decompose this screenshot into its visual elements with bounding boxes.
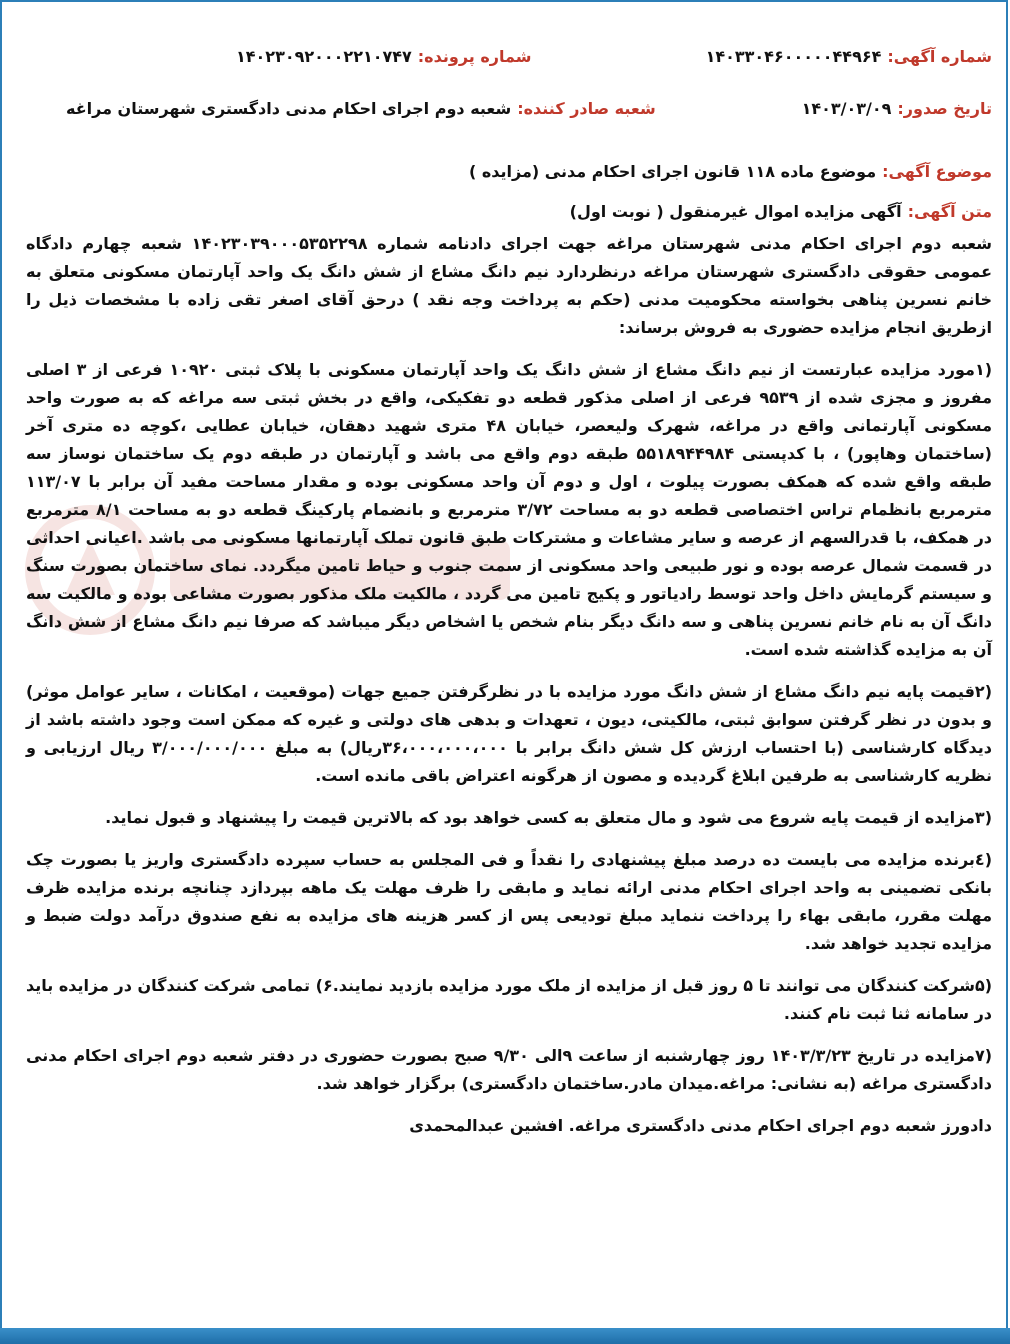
issue-date-label: تاریخ صدور: <box>897 98 992 118</box>
bottom-bar <box>0 1328 1010 1344</box>
paragraph-item-5-6: (۵شرکت کنندگان می توانند تا ۵ روز قبل از مزایده از ملک مورد مزایده بازدید نمایند.۶) تمامی شرکت کنندگان در مزایده باید در سامانه ثنا ثبت نام کنند. <box>26 976 993 1023</box>
paragraph-item-7: (۷مزایده در تاریخ ۱۴۰۳/۳/۲۳ روز چهارشنبه از ساعت ۹الی ۹/۳۰ صبح بصورت حضوری در دفتر شعبه دوم اجرای احکام مدنی دادگستری مراغه (به نشانی: مراغه.میدان مادر.ساختمان دادگستری) برگزار خواهد شد. <box>26 1046 993 1093</box>
case-number <box>236 47 531 66</box>
issuer-value: شعبه دوم اجرای احکام مدنی دادگستری شهرستان مراغه <box>66 98 512 118</box>
issue-date <box>802 99 992 118</box>
subject-label: موضوع آگهی: <box>882 161 992 181</box>
subject-row <box>26 154 992 188</box>
issuer-label: شعبه صادر کننده: <box>517 98 656 118</box>
paragraph-item-1: (۱مورد مزایده عبارتست از نیم دانگ مشاع از شش دانگ یک واحد آپارتمان مسکونی با پلاک ثبتی ۱۰۹۲۰ فرعی از ۳ اصلی مفروز و مجزی شده از ۹۵۳۹ فرعی از اصلی مذکور قطعه دو تفکیکی، واقع در بخش ثبتی سه مراغه که به صورت واحد مسکونی آپارتمانی واقع در مراغه، شهرک ولیعصر، خیابان ۴۸ متری شهید دهقان، خیابان عطایی ،کوچه ده متری آخر (ساختمان وهاپور) ، با کدپستی ۵۵۱۸۹۴۴۹۸۴ طبقه دوم واقع می باشد و آپارتمان در طبقه دوم یک ساختمان نوساز سه طبقه واقع شده که همکف بصورت پیلوت ، اول و دوم آن واحد مسکونی بوده و مقدار مساحت مفید آن برابر با ۱۱۳/۰۷ مترمربع بانظمام تراس اختصاصی قطعه دو به مساحت ۳/۷۲ مترمربع و بانضمام پارکینگ قطعه دو به مساحت ۸/۱ مترمربع در همکف، با قدرالسهم از عرصه و سایر مشاعات و مشترکات طبق قانون تملک آپارتمانها مسکونی می باشد .اعیانی احداثی در قسمت شمال عرصه بوده و نور طبیعی واحد مسکونی از سمت جنوب و حیاط تامین میگردد. نمای ساختمان بصورت سنگ و سیستم گرمایش داخل واحد توسط رادیاتور و پکیج تامین می گردد ، مالکیت ملک مذکور بصورت مشاعی بوده و مالکیت سه دانگ آن به نام خانم نسرین پناهی و سه دانگ دیگر بنام شخص یا اشخاص دیگر میباشد که صرفا نیم دانگ مشاع از شش دانگ آن به مزایده گذاشته شده است. <box>26 360 993 659</box>
text-label: متن آگهی: <box>907 201 992 221</box>
paragraph-item-3: (۳مزایده از قیمت پایه شروع می شود و مال متعلق به کسی خواهد بود که بالاترین قیمت را پیشنهاد و قبول نماید. <box>105 808 992 827</box>
header-row-1 <box>26 30 992 82</box>
issue-date-value: ۱۴۰۳/۰۳/۰۹ <box>801 98 892 118</box>
ad-number-value: ۱۴۰۳۳۰۴۶۰۰۰۰۰۴۴۹۶۴ <box>705 46 882 66</box>
text-title-row <box>26 194 992 228</box>
subject-value: موضوع ماده ۱۱۸ قانون اجرای احکام مدنی (مزایده ) <box>468 161 877 181</box>
notice-content <box>26 30 992 1154</box>
paragraph-item-4: (٤برنده مزایده می بایست ده درصد مبلغ پیشنهادی را نقداً و فی المجلس به حساب سپرده دادگستری واریز یا بصورت چک بانکی تضمینی به واحد اجرای احکام مدنی ارائه نماید و مابقی را ظرف مهلت یک ماهه بپردازد چنانچه برنده مزایده ظرف مهلت مقرر، مابقی بهاء را پرداخت ننماید مبلغ تودیعی پس از کسر هزینه های مزایده به نفع صندوق درآمد دولت ضبط و مزایده تجدید خواهد شد. <box>26 850 992 953</box>
header-row-2 <box>26 82 992 134</box>
paragraph-intro: شعبه دوم اجرای احکام مدنی شهرستان مراغه جهت اجرای دادنامه شماره ۱۴۰۲۳۰۳۹۰۰۰۵۳۵۲۲۹۸ شعبه چهارم دادگاه عمومی حقوقی دادگستری شهرستان مراغه درنظردارد نیم دانگ مشاع از شش دانگ یک واحد آپارتمان مسکونی متعلق به خانم نسرین پناهی بخواسته محکومیت مدنی (حکم به پرداخت وجه نقد ) درحق آقای اصغر تقی زاده با مشخصات ذیل را ازطریق انجام مزایده حضوری به فروش برساند: <box>26 234 992 337</box>
ad-number-label: شماره آگهی: <box>887 46 992 66</box>
text-title: آگهی مزایده اموال غیرمنقول ( نوبت اول) <box>569 201 902 221</box>
case-number-label: شماره پرونده: <box>417 46 532 66</box>
signature-line: دادورز شعبه دوم اجرای احکام مدنی دادگستری مراغه. افشین عبدالمحمدی <box>409 1116 992 1135</box>
paragraph-item-2: (۲قیمت پایه نیم دانگ مشاع از شش دانگ مورد مزایده با در نظرگرفتن جمیع جهات (موقعیت ، امکانات ، سایر عوامل موثر) و بدون در نظر گرفتن سوابق ثبتی، مالکیتی، دیون ، تعهدات و بدهی های دولتی و غیره که ممکن است وجود داشته باشد از دیدگاه کارشناسی (با احتساب ارزش کل شش دانگ برابر با ۳۶،۰۰۰،۰۰۰،۰۰۰ریال) به مبلغ ۳/۰۰۰/۰۰۰/۰۰۰ ریال ارزیابی و نظریه کارشناسی به طرفین ابلاغ گردیده و مصون از هرگونه اعتراض باقی مانده است. <box>26 682 992 785</box>
ad-number <box>706 47 992 66</box>
issuer <box>66 99 656 118</box>
case-number-value: ۱۴۰۲۳۰۹۲۰۰۰۲۲۱۰۷۴۷ <box>236 46 412 66</box>
